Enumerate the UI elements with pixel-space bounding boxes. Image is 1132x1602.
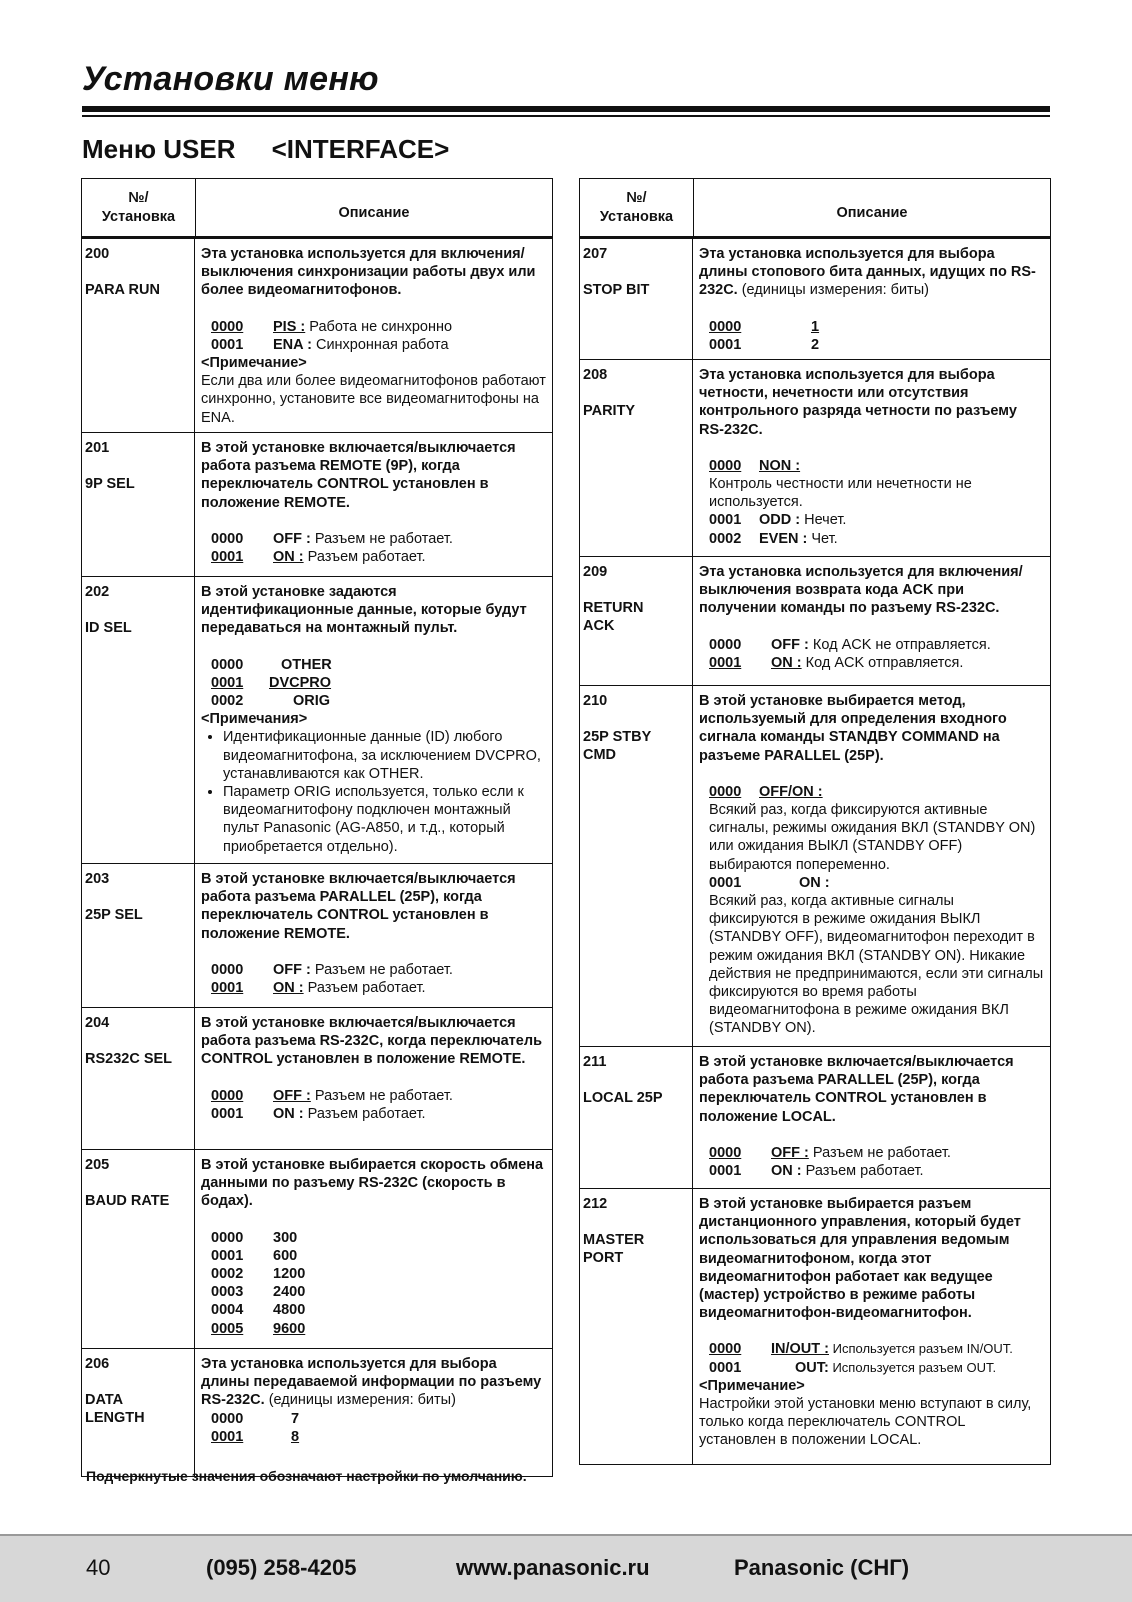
option-code: 0002 xyxy=(211,1266,244,1283)
setting-name: MASTER xyxy=(583,1232,645,1249)
option-label: OFF : xyxy=(273,530,311,547)
option-code: 0004 xyxy=(211,1302,244,1319)
description-text: Эта установка используется для включения/выключения синхронизации работы двух или более видеомагнитофонов. xyxy=(201,246,536,299)
option-text: Используется разъем OUT. xyxy=(828,1359,997,1375)
default-values-footnote: Подчеркнутые значения обозначают настройки по умолчанию. xyxy=(86,1468,527,1484)
header-number-label: Установка xyxy=(599,208,674,225)
setting-description xyxy=(195,1008,552,1149)
setting-description xyxy=(195,433,552,576)
note-item: • Идентификационные данные (ID) любого видеомагнитофона, за исключением DVCPRO, устанавливаются как OTHER. xyxy=(223,728,546,783)
option-code: 0001 xyxy=(709,874,742,891)
section-title: Меню USER <INTERFACE> xyxy=(82,134,450,164)
option-text: Разъем работает. xyxy=(303,1105,426,1122)
title-rule xyxy=(82,106,1050,112)
setting-id xyxy=(82,1150,195,1348)
option-text: Разъем работает. xyxy=(303,549,426,566)
option-label: OUT: xyxy=(795,1359,829,1376)
setting-name-line2: PORT xyxy=(583,1250,624,1267)
option xyxy=(201,1265,546,1283)
option-code: 0000 xyxy=(211,961,244,978)
description-text xyxy=(699,245,1044,300)
option-label: ON : xyxy=(273,1105,304,1122)
option-text: Разъем не работает. xyxy=(310,530,453,547)
option xyxy=(201,318,546,336)
option xyxy=(699,874,1044,892)
option-text: Разъем не работает. xyxy=(310,961,453,978)
setting-name: 9P SEL xyxy=(85,476,135,493)
option-code: 0001 xyxy=(709,336,742,353)
setting-description xyxy=(195,239,552,432)
setting-description xyxy=(195,1349,552,1476)
description-units: (единицы измерения: биты) xyxy=(737,282,929,299)
option xyxy=(201,1229,546,1247)
setting-number: 209 xyxy=(583,564,608,580)
header-number-symbol: №/ xyxy=(626,189,647,206)
option-code: 0001 xyxy=(709,1359,742,1376)
option-label: ON : xyxy=(273,980,304,997)
setting-name: RS232C SEL xyxy=(85,1051,173,1068)
title-rule-thin xyxy=(82,115,1050,117)
option-label: PIS : xyxy=(273,318,306,335)
page-number: 40 xyxy=(86,1555,111,1580)
option-text: Всякий раз, когда фиксируются активные сигналы, режимы ожидания ВКЛ (STANDBY ON) или ожидания ВЫКЛ (STANDBY OFF) выбираются попеременно. xyxy=(709,802,1036,873)
option xyxy=(699,1340,1044,1358)
setting-number: 204 xyxy=(85,1015,110,1031)
setting-id xyxy=(580,1189,693,1464)
option-label: EVEN : xyxy=(759,530,808,547)
settings-table-right xyxy=(579,178,1051,1465)
option-label: ENA : xyxy=(273,336,312,353)
option-label: OFF : xyxy=(273,1087,311,1104)
setting-number: 205 xyxy=(85,1157,110,1173)
note-item: • Параметр ORIG используется, только если к видеомагнитофону подключен монтажный пульт Panasonic (AG-A850, и т.д., который приобретается отдельно). xyxy=(223,783,546,856)
setting-name: RETURN xyxy=(583,600,644,617)
table-header xyxy=(580,179,1050,239)
option-value: 2400 xyxy=(273,1284,306,1301)
option xyxy=(201,1087,546,1105)
option-code: 0000 xyxy=(709,1144,742,1161)
setting-id xyxy=(82,239,195,432)
option-label: OTHER xyxy=(281,656,332,673)
setting-description xyxy=(693,239,1050,359)
option-label: OFF : xyxy=(771,1144,809,1161)
setting-description xyxy=(693,360,1050,556)
option-value: 300 xyxy=(273,1229,298,1246)
setting-id xyxy=(580,239,693,359)
setting-description xyxy=(693,686,1050,1046)
setting-id xyxy=(82,1008,195,1149)
setting-number: 200 xyxy=(85,246,110,262)
option xyxy=(699,636,1044,654)
option-code: 0000 xyxy=(211,1087,244,1104)
table-row xyxy=(82,239,552,432)
table-row xyxy=(580,239,1050,359)
setting-number: 207 xyxy=(583,246,608,262)
table-row xyxy=(82,576,552,863)
table-row xyxy=(82,863,552,1007)
description-units: (единицы измерения: биты) xyxy=(264,1392,456,1409)
setting-id xyxy=(82,1349,195,1476)
table-row xyxy=(82,1348,552,1476)
setting-id xyxy=(82,433,195,576)
description-main: Эта установка используется для выбора длины стопового бита данных, идущих по RS-232C. xyxy=(699,246,1036,299)
option xyxy=(699,1162,1044,1180)
setting-name: DATA xyxy=(85,1392,124,1409)
table-row xyxy=(580,1188,1050,1464)
option-label: ODD : xyxy=(759,512,801,529)
description-text xyxy=(201,1355,546,1410)
option-text: Разъем работает. xyxy=(801,1163,924,1180)
table-header xyxy=(82,179,552,239)
option-label: DVCPRO xyxy=(269,674,332,691)
description-main: Эта установка используется для выбора длины передаваемой информации по разъему RS-232C. xyxy=(201,1356,542,1409)
note-text: Настройки этой установки меню вступают в силу, только когда переключатель CONTROL установлен в положении LOCAL. xyxy=(699,1396,1032,1449)
note-heading: <Примечание> xyxy=(699,1377,805,1394)
option xyxy=(201,692,546,710)
option xyxy=(201,674,546,692)
description-text: В этой установке задаются идентификационные данные, которые будут передаваться на монтажный пульт. xyxy=(201,584,527,637)
setting-description xyxy=(195,577,552,863)
header-number-label: Установка xyxy=(101,208,176,225)
header-number xyxy=(82,179,196,236)
option xyxy=(201,1247,546,1265)
note-heading: <Примечание> xyxy=(201,355,307,372)
option-text: Всякий раз, когда активные сигналы фиксируются в режиме ожидания ВЫКЛ (STANDBY OFF), видеомагнитофон переходит в режим ожидания ВКЛ (STANDBY ON). Никакие действия не предпринимаются, если эти сигналы фиксируются во время работы видеомагнитофона в режиме ожидания ВКЛ (STANDBY ON). xyxy=(709,893,1044,1037)
option-code: 0000 xyxy=(709,457,742,474)
header-description: Описание xyxy=(836,204,908,221)
option-code: 0000 xyxy=(211,1229,244,1246)
option-label: ON : xyxy=(273,549,304,566)
option xyxy=(201,1105,546,1123)
option-label: ON : xyxy=(799,874,830,891)
option-code: 0001 xyxy=(211,674,244,691)
description-text: В этой установке выбирается метод, используемый для определения входного сигнала команды STANДBY COMMAND на разъеме PARALLEL (25P). xyxy=(699,693,1007,764)
setting-number: 201 xyxy=(85,440,110,456)
option xyxy=(201,656,546,674)
setting-name: 25P SEL xyxy=(85,907,143,924)
setting-name: LOCAL 25P xyxy=(583,1090,663,1107)
option-code: 0005 xyxy=(211,1320,244,1337)
description-text: Эта установка используется для включения/выключения возврата кода ACK при получении команды по разъему RS-232C. xyxy=(699,564,1023,617)
table-row xyxy=(82,1149,552,1348)
setting-id xyxy=(580,557,693,685)
note-text: Если два или более видеомагнитофонов работают синхронно, установите все видеомагнитофоны на ENA. xyxy=(201,373,546,426)
option-text: Работа не синхронно xyxy=(305,318,453,335)
header-number-symbol: №/ xyxy=(128,189,149,206)
table-row xyxy=(580,685,1050,1046)
option xyxy=(699,530,1044,548)
option xyxy=(201,1410,546,1428)
option-label: ORIG xyxy=(293,693,331,710)
setting-id xyxy=(82,864,195,1007)
option-code: 0000 xyxy=(211,656,244,673)
option-code: 0001 xyxy=(709,654,742,671)
option xyxy=(201,961,546,979)
note-heading: <Примечания> xyxy=(201,711,308,728)
description-text: Эта установка используется для выбора четности, нечетности или отсутствия контрольного разряда четности по разъему RS-232C. xyxy=(699,367,1017,438)
option xyxy=(201,1283,546,1301)
setting-description xyxy=(693,557,1050,685)
setting-name: STOP BIT xyxy=(583,282,650,299)
option-code: 0001 xyxy=(211,1105,244,1122)
option xyxy=(699,336,1044,354)
option xyxy=(699,1144,1044,1162)
setting-number: 206 xyxy=(85,1356,110,1372)
setting-name-line2: LENGTH xyxy=(85,1410,145,1427)
setting-number: 202 xyxy=(85,584,110,600)
setting-name: BAUD RATE xyxy=(85,1193,170,1210)
option-code: 0001 xyxy=(211,1428,244,1445)
setting-name-line2: ACK xyxy=(583,618,615,635)
option-text: Разъем не работает. xyxy=(808,1144,951,1161)
header-number xyxy=(580,179,694,236)
description-text: В этой установке выбирается разъем дистанционного управления, который будет использоваться для управления ведомым видеомагнитофоном, когда этот видеомагнитофон работает как ведущее (мастер) устройство в режиме работы видеомагнитофон-видеомагнитофон. xyxy=(699,1196,1021,1322)
option-text: Разъем не работает. xyxy=(310,1087,453,1104)
header-description: Описание xyxy=(338,204,410,221)
footer-brand: Panasonic (СНГ) xyxy=(734,1555,910,1580)
footer-website: www.panasonic.ru xyxy=(456,1555,650,1580)
setting-description xyxy=(693,1189,1050,1464)
option-code: 0001 xyxy=(211,549,244,566)
option-code: 0000 xyxy=(709,318,742,335)
option xyxy=(699,654,1044,672)
option-text: Используется разъем IN/OUT. xyxy=(829,1341,1013,1357)
option-value: 7 xyxy=(291,1410,300,1427)
setting-id xyxy=(580,1047,693,1188)
option-label: ON : xyxy=(771,654,802,671)
option-code: 0001 xyxy=(709,1163,742,1180)
description-text: В этой установке включается/выключается работа разъема PARALLEL (25P), когда переключатель CONTROL установлен в положение LOCAL. xyxy=(699,1054,1014,1125)
option xyxy=(201,530,546,548)
note-list xyxy=(201,728,546,855)
option-code: 0003 xyxy=(211,1284,244,1301)
option-label: NON : xyxy=(759,457,801,474)
option-label: OFF : xyxy=(771,636,809,653)
option-value: 1200 xyxy=(273,1266,306,1283)
setting-number: 210 xyxy=(583,693,608,709)
option-value: 2 xyxy=(811,336,820,353)
option-text: Нечет. xyxy=(800,512,847,529)
description-text: В этой установке включается/выключается работа разъема PARALLEL (25P), когда переключатель CONTROL установлен в положение REMOTE. xyxy=(201,871,516,942)
description-text: В этой установке включается/выключается работа разъема REMOTE (9P), когда переключатель CONTROL установлен в положение REMOTE. xyxy=(201,440,516,511)
option-code: 0000 xyxy=(709,1341,742,1358)
option-code: 0002 xyxy=(211,693,244,710)
option-label: OFF/ON : xyxy=(759,783,823,800)
option-text: Код ACK отправляется. xyxy=(801,654,964,671)
table-row xyxy=(580,359,1050,556)
setting-name: 25P STBY xyxy=(583,729,652,746)
setting-number: 203 xyxy=(85,871,110,887)
option-value: 1 xyxy=(811,318,820,335)
setting-number: 211 xyxy=(583,1054,607,1070)
option-text: Синхронная работа xyxy=(311,336,449,353)
option xyxy=(699,783,1044,801)
option-text: Чет. xyxy=(807,530,838,547)
page-footer xyxy=(0,1534,1132,1602)
option-code: 0001 xyxy=(211,980,244,997)
description-text: В этой установке выбирается скорость обмена данными по разъему RS-232C (скорость в бодах). xyxy=(201,1157,544,1210)
option-text: Разъем работает. xyxy=(303,980,426,997)
option-value: 600 xyxy=(273,1247,298,1264)
option-code: 0000 xyxy=(709,636,742,653)
setting-description xyxy=(693,1047,1050,1188)
option-value: 8 xyxy=(291,1428,300,1445)
option xyxy=(699,1359,1044,1377)
page-title: Установки меню xyxy=(82,60,379,98)
setting-name: PARITY xyxy=(583,403,636,420)
table-row xyxy=(82,432,552,576)
option-code: 0000 xyxy=(211,318,244,335)
option-value: 4800 xyxy=(273,1302,306,1319)
option xyxy=(699,457,1044,475)
option-code: 0001 xyxy=(211,336,244,353)
option-text: Код ACK не отправляется. xyxy=(808,636,991,653)
option xyxy=(201,1320,546,1338)
settings-table-left xyxy=(81,178,553,1477)
table-row xyxy=(82,1007,552,1149)
option-value: 9600 xyxy=(273,1320,306,1337)
option xyxy=(201,548,546,566)
option-label: OFF : xyxy=(273,961,311,978)
option-text: Контроль честности или нечетности не используется. xyxy=(709,476,972,511)
setting-number: 212 xyxy=(583,1196,608,1212)
option xyxy=(699,511,1044,529)
table-row xyxy=(580,556,1050,685)
setting-name: PARA RUN xyxy=(85,282,160,299)
footer-phone: (095) 258-4205 xyxy=(206,1555,357,1580)
setting-description xyxy=(195,1150,552,1348)
setting-id xyxy=(82,577,195,863)
option-code: 0001 xyxy=(709,512,742,529)
option-code: 0000 xyxy=(709,783,742,800)
option xyxy=(201,1428,546,1446)
option xyxy=(201,336,546,354)
option-code: 0001 xyxy=(211,1247,244,1264)
option-code: 0000 xyxy=(211,530,244,547)
setting-number: 208 xyxy=(583,367,608,383)
option xyxy=(201,1301,546,1319)
table-row xyxy=(580,1046,1050,1188)
setting-name-line2: CMD xyxy=(583,747,617,764)
option-code: 0000 xyxy=(211,1410,244,1427)
setting-id xyxy=(580,360,693,556)
option-label: IN/OUT : xyxy=(771,1341,829,1358)
option-code: 0002 xyxy=(709,530,742,547)
option-label: ON : xyxy=(771,1163,802,1180)
setting-description xyxy=(195,864,552,1007)
option xyxy=(699,318,1044,336)
setting-id xyxy=(580,686,693,1046)
setting-name: ID SEL xyxy=(85,620,132,637)
description-text: В этой установке включается/выключается работа разъема RS-232C, когда переключатель CONTROL установлен в положение REMOTE. xyxy=(201,1015,542,1068)
option xyxy=(201,979,546,997)
